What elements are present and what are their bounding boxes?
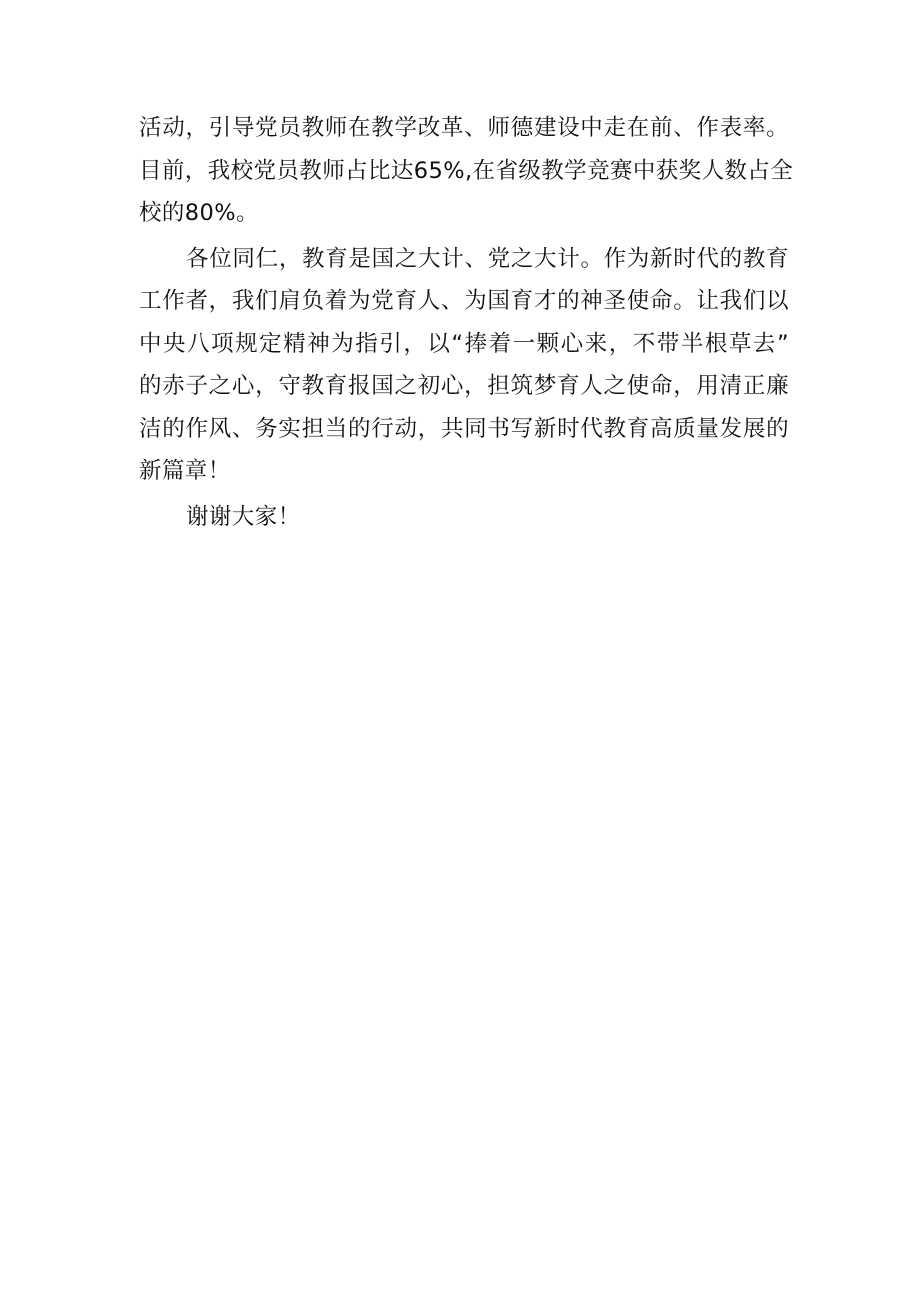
text-line: 的赤子之心，守教育报国之初心，担筑梦育人之使命，用清正廉 xyxy=(139,373,789,399)
text-line: 各位同仁，教育是国之大计、党之大计。作为新时代的教育 xyxy=(186,245,789,272)
text-line: 中央八项规定精神为指引，以“捧着一颗心来，不带半根草去” xyxy=(139,330,789,357)
paragraph-closing-call-continued xyxy=(139,280,789,493)
paragraph-achievements xyxy=(139,107,794,235)
text-line: 校的80%。 xyxy=(139,200,259,226)
paragraph-closing-call xyxy=(139,238,789,281)
paragraph-thanks xyxy=(139,496,789,539)
text-line: 新篇章！ xyxy=(139,458,231,484)
text-line: 工作者，我们肩负着为党育人、为国育才的神圣使命。让我们以 xyxy=(139,288,789,314)
text-line: 目前，我校党员教师占比达65%,在省级教学竞赛中获奖人数占全 xyxy=(139,157,794,184)
text-line: 活动，引导党员教师在教学改革、师德建设中走在前、作表率。 xyxy=(139,115,789,141)
text-line: 洁的作风、务实担当的行动，共同书写新时代教育高质量发展的 xyxy=(139,415,789,442)
thanks-line: 谢谢大家！ xyxy=(186,503,301,530)
document-body xyxy=(139,107,794,538)
